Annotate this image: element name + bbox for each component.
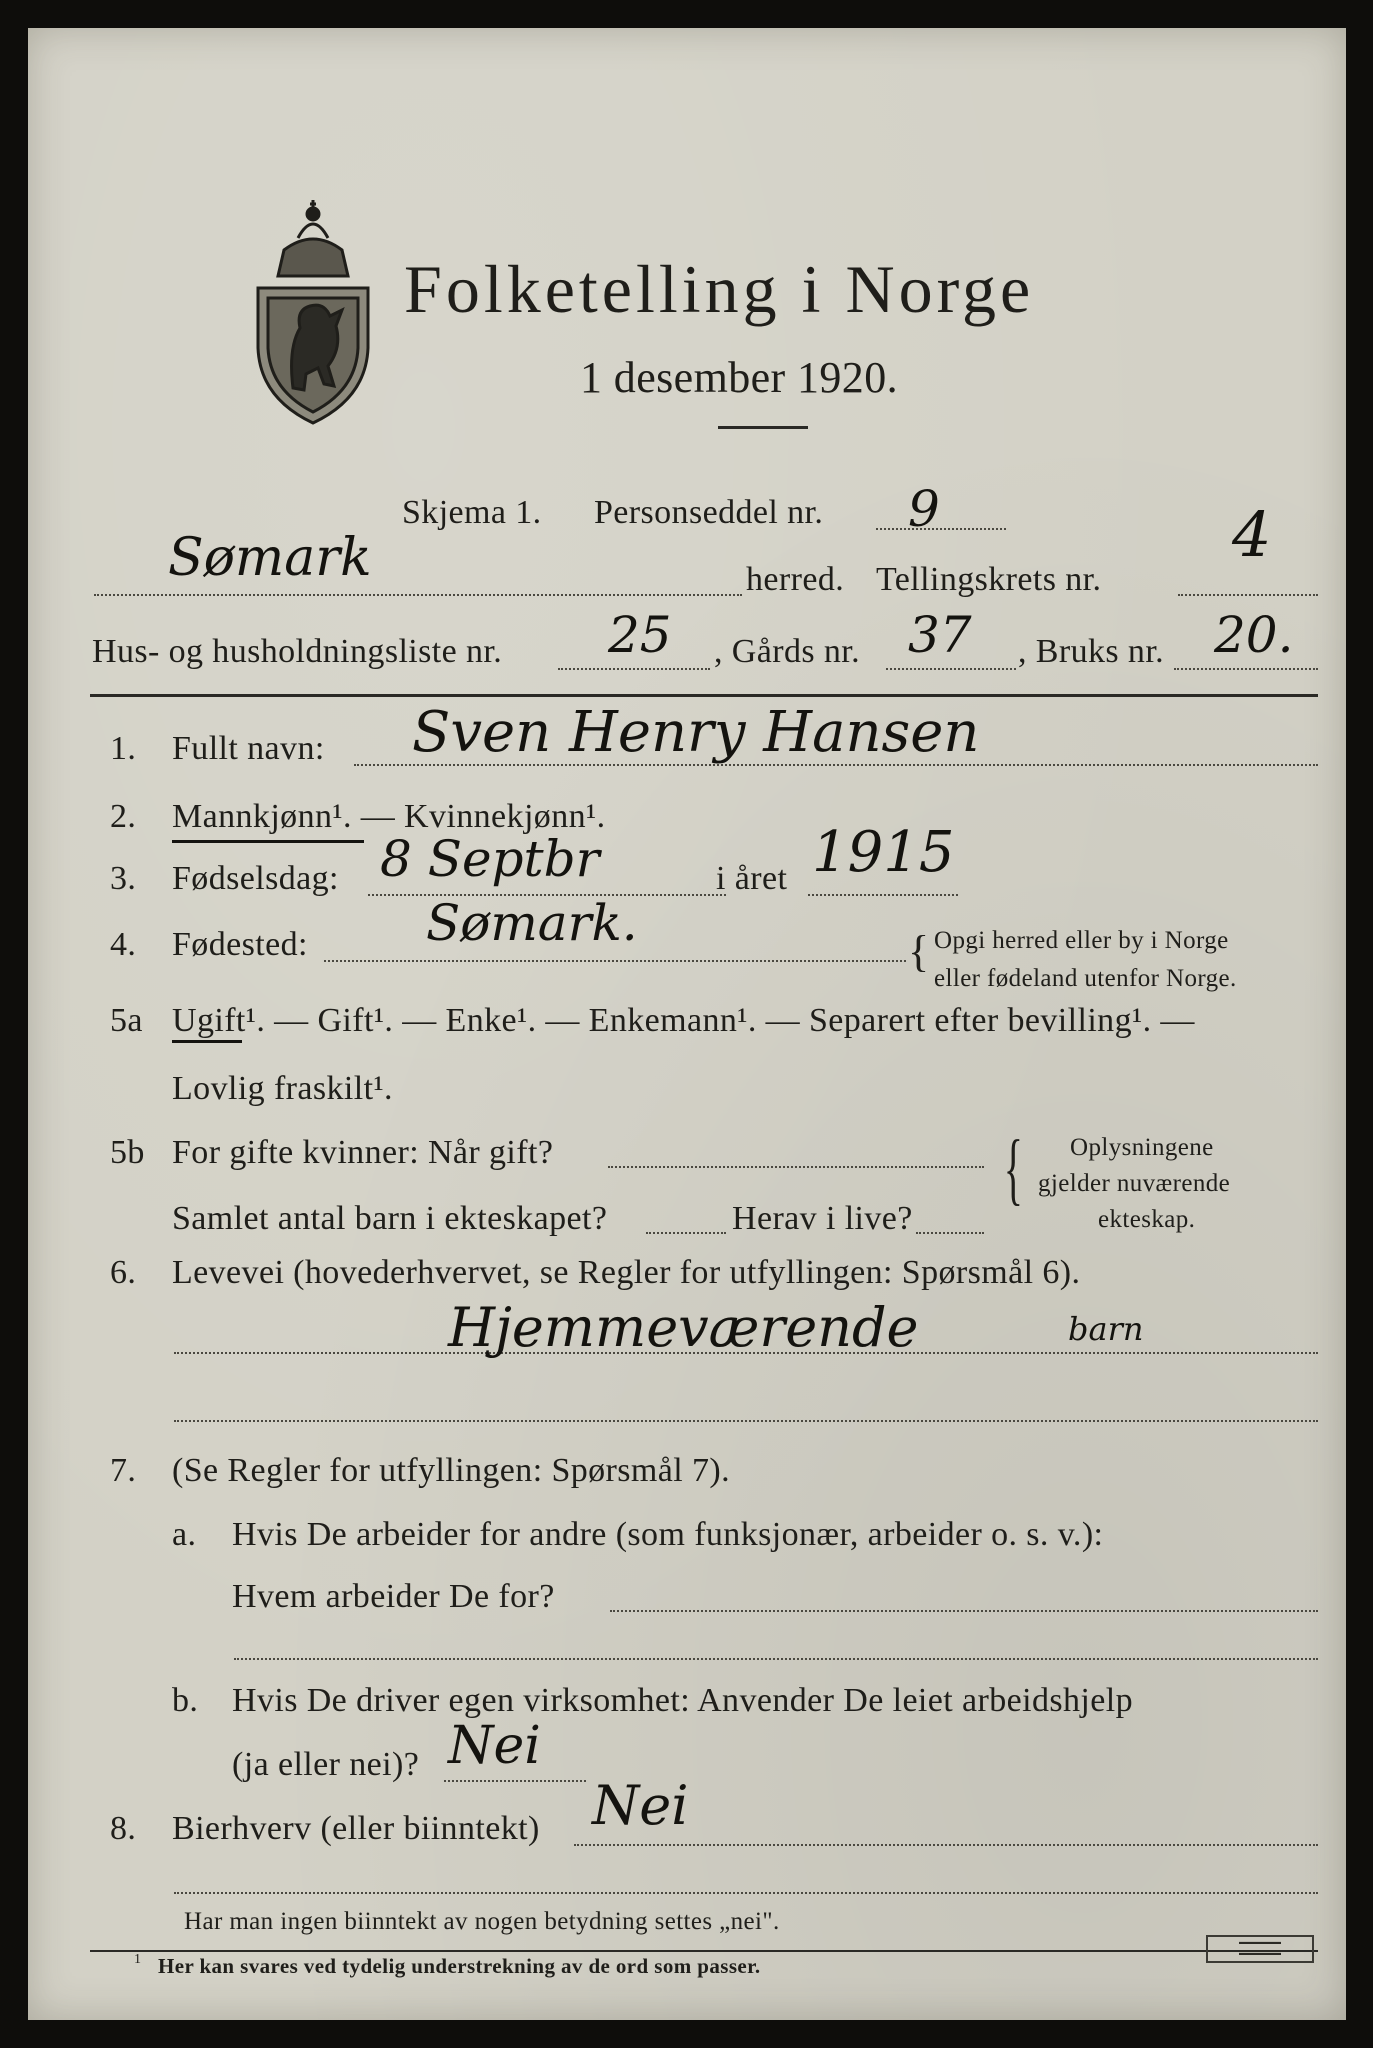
q8-number: 8.: [110, 1810, 137, 1847]
birthplace-line: [324, 960, 906, 962]
q5b-number: 5b: [110, 1134, 145, 1171]
form-date: 1 desember 1920.: [580, 353, 898, 402]
herred-label: herred.: [746, 561, 845, 598]
q2-number: 2.: [110, 798, 137, 835]
personseddel-value[interactable]: 9: [908, 480, 940, 538]
herred-line: [94, 594, 742, 596]
married-when-label: For gifte kvinner: Når gift?: [172, 1134, 554, 1171]
gards-value[interactable]: 37: [908, 606, 972, 664]
children-alive-label: Herav i live?: [732, 1200, 913, 1237]
birth-year-line: [808, 894, 958, 896]
gards-line: [886, 668, 1016, 670]
herred-value[interactable]: Sømark: [168, 528, 372, 588]
birthplace-brace: {: [908, 927, 930, 976]
q7b-number: b.: [172, 1682, 199, 1719]
footnote-text: Her kan svares ved tydelig understrekning av de ord som passer.: [158, 1954, 761, 1978]
marriage-note-3: ekteskap.: [1098, 1206, 1196, 1233]
printer-stamp: ▬▬▬▬▬▬ ▬▬▬▬▬▬: [1206, 1935, 1314, 1963]
secondary-income-line-2: [174, 1892, 1318, 1894]
q7a-label-1: Hvis De arbeider for andre (som funksjonær, arbeider o. s. v.):: [232, 1516, 1104, 1553]
bruks-label: , Bruks nr.: [1018, 633, 1165, 670]
form-title: Folketelling i Norge: [404, 251, 1035, 327]
birthplace-note-2: eller fødeland utenfor Norge.: [934, 965, 1237, 992]
title-divider: [718, 426, 808, 429]
secondary-income-line: [574, 1844, 1318, 1846]
marriage-brace: {: [1003, 1125, 1024, 1213]
gards-label: , Gårds nr.: [714, 633, 861, 670]
occupation-value-note[interactable]: barn: [1068, 1310, 1144, 1348]
q7-number: 7.: [110, 1452, 137, 1489]
q4-number: 4.: [110, 926, 137, 963]
hired-help-line: [444, 1780, 586, 1782]
marriage-note-2: gjelder nuværende: [1038, 1170, 1231, 1197]
marital-status-underline: [172, 1040, 242, 1043]
footnote-divider: [90, 1950, 1318, 1952]
occupation-label: Levevei (hovederhvervet, se Regler for utfyllingen: Spørsmål 6).: [172, 1254, 1081, 1291]
birthplace-value[interactable]: Sømark.: [426, 894, 638, 952]
norway-coat-of-arms-icon: [238, 198, 388, 428]
q3-number: 3.: [110, 860, 137, 897]
q7a-number: a.: [172, 1516, 197, 1553]
q7b-label-2: (ja eller nei)?: [232, 1746, 420, 1783]
hired-help-value[interactable]: Nei: [448, 1716, 541, 1776]
marriage-note-1: Oplysningene: [1070, 1134, 1214, 1161]
tellingskrets-value[interactable]: 4: [1232, 498, 1272, 571]
census-form-sheet: [28, 28, 1346, 2020]
q1-label: Fullt navn:: [172, 730, 325, 767]
birth-year-value[interactable]: 1915: [812, 820, 955, 885]
q7-label: (Se Regler for utfyllingen: Spørsmål 7).: [172, 1452, 731, 1489]
gender-options[interactable]: Mannkjønn¹. — Kvinnekjønn¹.: [172, 798, 606, 835]
q4-label: Fødested:: [172, 926, 308, 963]
children-total-line: [646, 1232, 726, 1234]
bruks-line: [1174, 668, 1318, 670]
q7a-label-2: Hvem arbeider De for?: [232, 1578, 555, 1615]
bruks-value[interactable]: 20.: [1214, 606, 1294, 664]
footnote-marker: 1: [134, 1952, 142, 1967]
section-divider: [90, 694, 1318, 697]
husliste-line: [558, 668, 710, 670]
q7b-label-1: Hvis De driver egen virksomhet: Anvender De leiet arbeidshjelp: [232, 1682, 1133, 1719]
gender-selection-underline: [172, 840, 364, 843]
tellingskrets-line: [1178, 594, 1318, 596]
secondary-income-label: Bierhverv (eller biinntekt): [172, 1810, 540, 1847]
marital-status-options[interactable]: Ugift¹. — Gift¹. — Enke¹. — Enkemann¹. — Separert efter bevilling¹. —: [172, 1002, 1195, 1039]
employer-line-2: [234, 1658, 1318, 1660]
secondary-income-value[interactable]: Nei: [592, 1774, 689, 1837]
q3-label: Fødselsdag:: [172, 860, 339, 897]
occupation-value[interactable]: Hjemmeværende: [448, 1296, 919, 1359]
tellingskrets-label: Tellingskrets nr.: [876, 561, 1102, 598]
q6-number: 6.: [110, 1254, 137, 1291]
employer-line-1: [610, 1610, 1318, 1612]
children-alive-line: [916, 1232, 984, 1234]
secondary-income-note: Har man ingen biinntekt av nogen betydning settes „nei".: [184, 1908, 780, 1935]
marital-status-options-2[interactable]: Lovlig fraskilt¹.: [172, 1070, 393, 1107]
personseddel-line: [876, 528, 1006, 530]
husliste-value[interactable]: 25: [608, 606, 672, 664]
birthday-value[interactable]: 8 Septbr: [380, 830, 600, 888]
personseddel-label: Personseddel nr.: [594, 494, 824, 531]
skjema-label: Skjema 1.: [402, 494, 542, 531]
q1-number: 1.: [110, 730, 137, 767]
husliste-label: Hus- og husholdningsliste nr.: [92, 633, 503, 670]
q5a-number: 5a: [110, 1002, 143, 1039]
full-name-value[interactable]: Sven Henry Hansen: [412, 700, 980, 765]
children-total-label: Samlet antal barn i ekteskapet?: [172, 1200, 608, 1237]
occupation-line-2: [174, 1420, 1318, 1422]
married-when-line: [608, 1166, 984, 1168]
birthplace-note-1: Opgi herred eller by i Norge: [934, 927, 1229, 954]
birth-year-label: i året: [716, 860, 788, 897]
